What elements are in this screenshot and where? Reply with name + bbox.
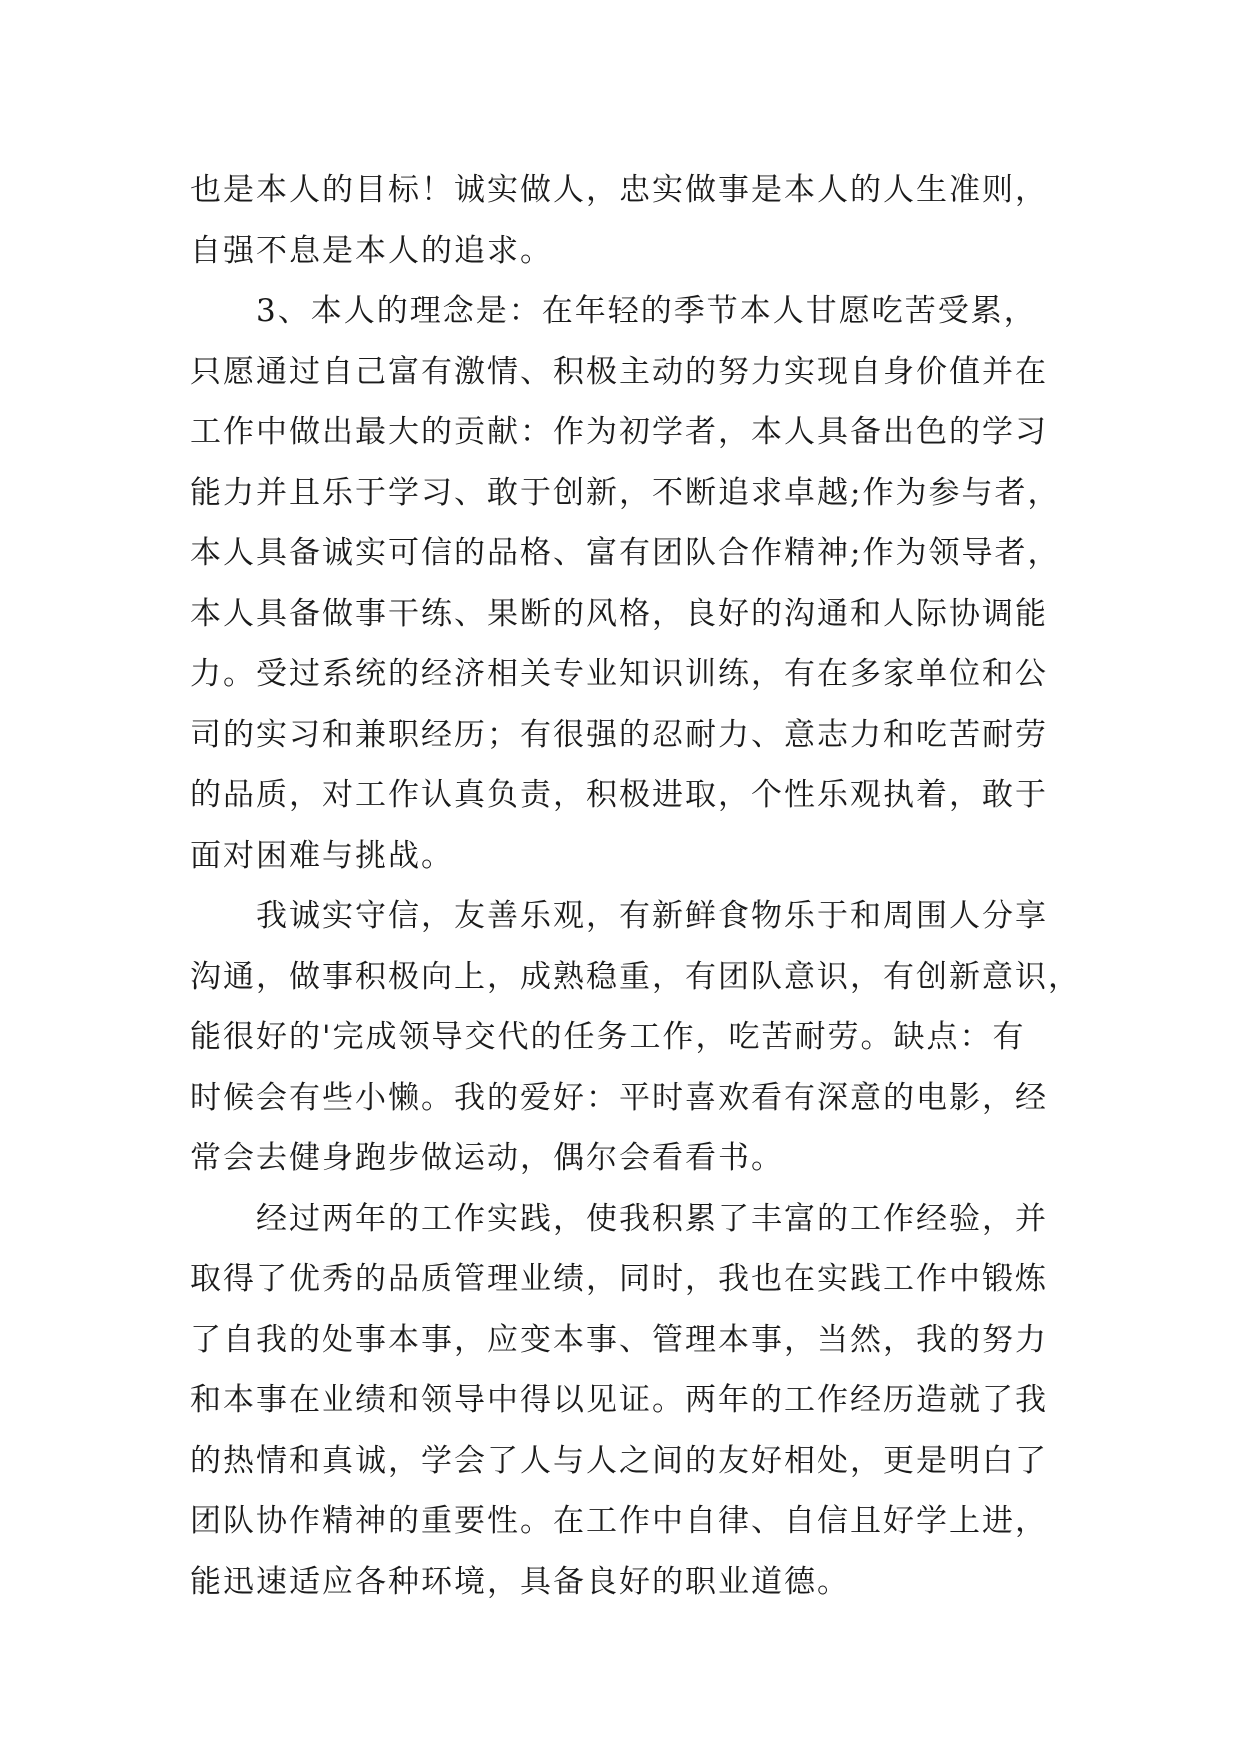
- text-line: 取得了优秀的品质管理业绩，同时，我也在实践工作中锻炼: [190, 1261, 1048, 1297]
- text-line: 沟通，做事积极向上，成熟稳重，有团队意识，有创新意识，: [190, 958, 1081, 995]
- text-line: 只愿通过自己富有激情、积极主动的努力实现自身价值并在: [190, 353, 1048, 390]
- text-line: 自强不息是本人的追求。: [190, 232, 553, 269]
- text-line: 能力并且乐于学习、敢于创新，不断追求卓越;作为参与者，: [190, 474, 1061, 511]
- text-line: 和本事在业绩和领导中得以见证。两年的工作经历造就了我: [190, 1382, 1048, 1418]
- text-line: 本人具备诚实可信的品格、富有团队合作精神;作为领导者，: [190, 535, 1061, 571]
- paragraph-1: [190, 160, 1070, 281]
- text-line: 的热情和真诚，学会了人与人之间的友好相处，更是明白了: [190, 1442, 1048, 1479]
- text-line: 面对困难与挑战。: [190, 837, 454, 874]
- text-line: 能迅速适应各种环境，具备良好的职业道德。: [190, 1563, 850, 1600]
- text-line: 常会去健身跑步做运动，偶尔会看看书。: [190, 1140, 784, 1176]
- text-line: 团队协作精神的重要性。在工作中自律、自信且好学上进，: [190, 1503, 1048, 1539]
- text-line: 3、本人的理念是：在年轻的季节本人甘愿吃苦受累，: [190, 293, 1037, 329]
- text-line: 能很好的'完成领导交代的任务工作，吃苦耐劳。缺点：有: [190, 1019, 1026, 1055]
- text-line: 也是本人的目标！诚实做人，忠实做事是本人的人生准则，: [190, 172, 1048, 208]
- text-line: 司的实习和兼职经历；有很强的忍耐力、意志力和吃苦耐劳: [190, 716, 1048, 753]
- paragraph-4: [190, 1189, 1070, 1613]
- text-line: 经过两年的工作实践，使我积累了丰富的工作经验，并: [190, 1200, 1048, 1237]
- text-line: 我诚实守信，友善乐观，有新鲜食物乐于和周围人分享: [190, 898, 1048, 934]
- text-line: 力。受过系统的经济相关专业知识训练，有在多家单位和公: [190, 656, 1048, 692]
- text-line: 时候会有些小懒。我的爱好：平时喜欢看有深意的电影，经: [190, 1079, 1048, 1116]
- text-line: 了自我的处事本事，应变本事、管理本事，当然，我的努力: [190, 1321, 1048, 1358]
- paragraph-3: [190, 886, 1081, 1189]
- body-text: [190, 160, 1081, 1612]
- paragraph-2: [190, 281, 1070, 886]
- text-line: 本人具备做事干练、果断的风格，良好的沟通和人际协调能: [190, 595, 1048, 632]
- text-line: 工作中做出最大的贡献：作为初学者，本人具备出色的学习: [190, 414, 1048, 450]
- text-line: 的品质，对工作认真负责，积极进取，个性乐观执着，敢于: [190, 777, 1048, 813]
